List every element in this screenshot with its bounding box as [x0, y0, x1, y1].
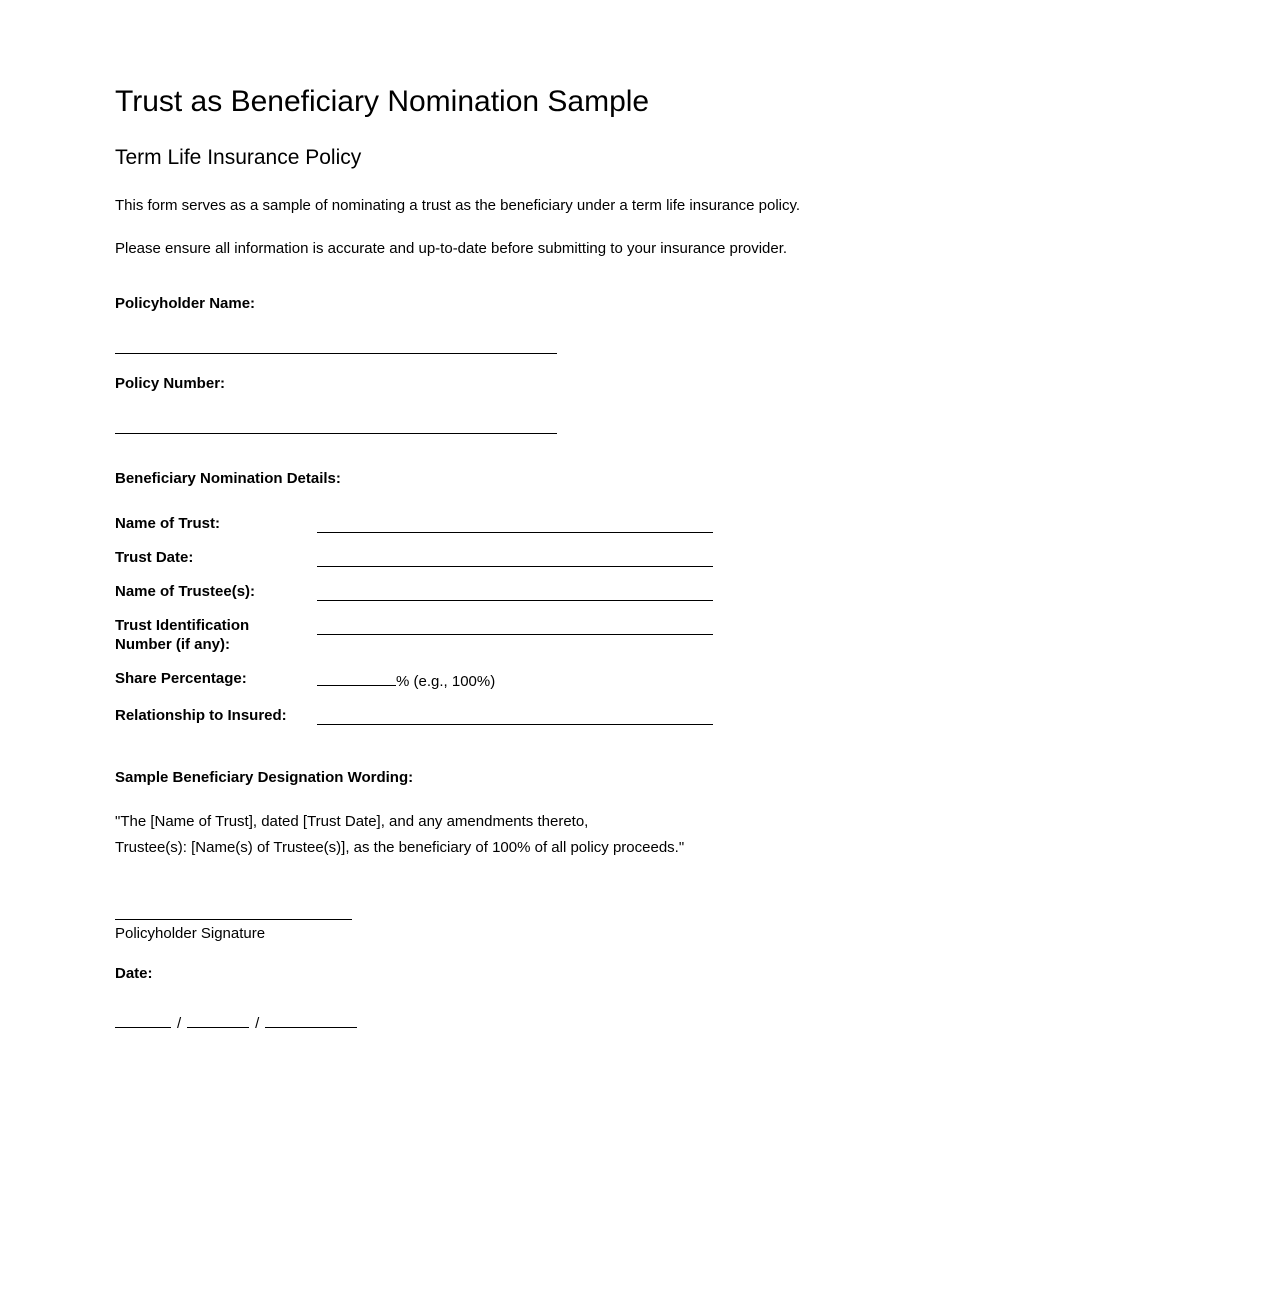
detail-row-relationship	[115, 706, 1218, 725]
detail-label: Trust Identification Number (if any):	[115, 617, 250, 653]
detail-row-name-of-trust	[115, 514, 1218, 533]
intro-paragraph-2: Please ensure all information is accurate and up-to-date before submitting to your insurance provider.	[115, 240, 788, 257]
detail-label: Trust Date:	[115, 549, 194, 566]
trust-id-line	[317, 616, 713, 635]
wording-line-1: "The [Name of Trust], dated [Trust Date], and any amendments thereto,	[115, 813, 589, 830]
page-title: Trust as Beneficiary Nomination Sample	[115, 85, 650, 118]
name-of-trust-line	[317, 514, 713, 533]
signature-label: Policyholder Signature	[115, 925, 266, 942]
wording-heading: Sample Beneficiary Designation Wording:	[115, 769, 414, 786]
detail-label: Name of Trust:	[115, 515, 221, 532]
date-segment-2	[187, 1013, 249, 1028]
detail-row-trust-id	[115, 616, 1218, 654]
date-segment-3	[265, 1013, 357, 1028]
wording-line-2: Trustee(s): [Name(s) of Trustee(s)], as the beneficiary of 100% of all policy proceeds."	[115, 839, 685, 856]
date-blanks	[115, 1013, 1218, 1033]
policyholder-name-field	[115, 295, 1218, 354]
share-percentage-line	[317, 669, 396, 686]
detail-label: Relationship to Insured:	[115, 707, 287, 724]
detail-row-share-percentage	[115, 669, 1218, 691]
policy-number-label: Policy Number:	[115, 375, 226, 392]
page-subtitle: Term Life Insurance Policy	[115, 146, 362, 169]
wording-text	[115, 809, 1218, 861]
trustees-line	[317, 582, 713, 601]
policyholder-name-line	[115, 353, 557, 354]
detail-label: Share Percentage:	[115, 670, 247, 687]
policyholder-name-label: Policyholder Name:	[115, 295, 256, 312]
detail-row-trust-date	[115, 548, 1218, 567]
relationship-line	[317, 706, 713, 725]
intro-paragraph-1: This form serves as a sample of nominating a trust as the beneficiary under a term life insurance policy.	[115, 197, 801, 214]
detail-label: Name of Trustee(s):	[115, 583, 256, 600]
share-percentage-suffix: % (e.g., 100%)	[396, 673, 496, 690]
date-label: Date:	[115, 965, 153, 982]
trust-date-line	[317, 548, 713, 567]
date-separator: /	[255, 1015, 260, 1032]
date-segment-1	[115, 1013, 171, 1028]
policy-number-line	[115, 433, 557, 434]
signature-line	[115, 919, 352, 920]
date-separator: /	[177, 1015, 182, 1032]
details-heading: Beneficiary Nomination Details:	[115, 470, 341, 487]
policy-number-field	[115, 375, 1218, 434]
detail-row-trustees	[115, 582, 1218, 601]
share-percentage-blank-and-suffix	[317, 669, 495, 691]
details-table	[115, 514, 1218, 725]
